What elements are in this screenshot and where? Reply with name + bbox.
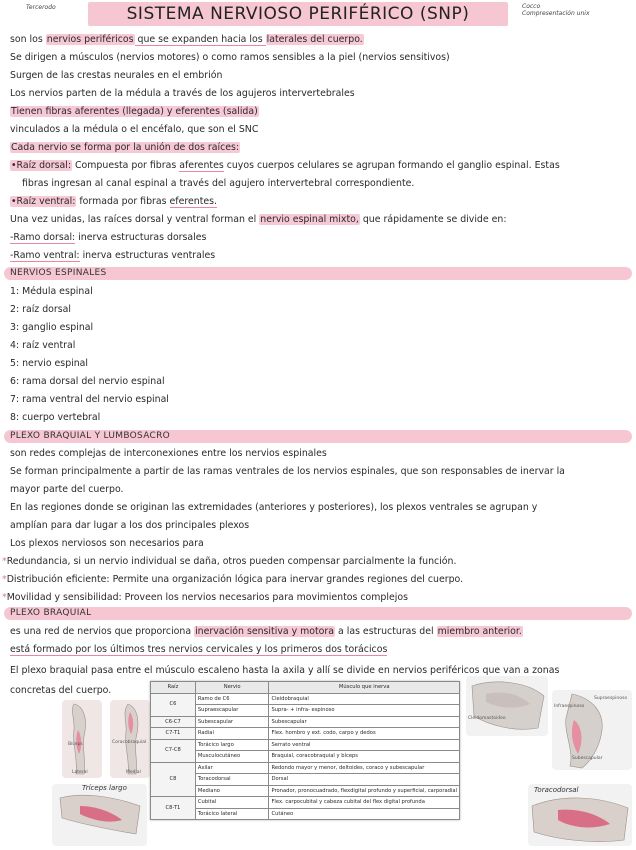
plexo-line-4: En las regiones donde se originan las extremidades (anteriores y posteriores), los plexos ventrales se agrupan y: [10, 502, 538, 513]
list-item: 5: nervio espinal: [10, 358, 89, 369]
list-item: 4: raíz ventral: [10, 340, 76, 351]
plexo-line-2: Se forman principalmente a partir de las ramas ventrales de los nervios espinales, que son responsables de inervar la: [10, 466, 565, 477]
star-icon: *: [2, 574, 7, 585]
table-row: Torácico lateral Cutáneo: [151, 808, 460, 820]
forelimb-medial-icon: [110, 700, 150, 778]
intro-line-9: fibras ingresan al canal espinal a través del agujero intervertebral correspondiente.: [22, 178, 415, 189]
pb-line-2: está formado por los últimos tres nervios cervicales y los primeros dos torácicos: [10, 644, 388, 655]
list-item: 8: cuerpo vertebral: [10, 412, 101, 423]
highlight-laterales: laterales del cuerpo.: [266, 34, 363, 45]
page-title: SISTEMA NERVIOSO PERIFÉRICO (SNP): [88, 2, 508, 26]
corner-note-right-2: Compresentación unix: [522, 10, 590, 17]
forelimb-lateral-icon: [62, 700, 102, 778]
list-item: 6: rama dorsal del nervio espinal: [10, 376, 165, 387]
intro-line-13: -Ramo ventral: inerva estructuras ventrales: [10, 250, 216, 261]
intro-line-3: Surgen de las crestas neurales en el embrión: [10, 70, 223, 81]
star-icon: *: [2, 556, 7, 567]
innervation-table: [150, 681, 460, 820]
table-row: C7-T1 Radial Flex. hombro y ext. codo, carpo y dedos: [151, 728, 460, 740]
table-header-row: [151, 682, 460, 694]
intro-line-4: Los nervios parten de la médula a través de los agujeros intervertebrales: [10, 88, 355, 99]
plexo-line-5: amplían para dar lugar a los dos principales plexos: [10, 520, 250, 531]
intro-line-8: •Raíz dorsal: Compuesta por fibras aferentes cuyos cuerpos celulares se agrupan formando el ganglio espinal. Estas: [11, 160, 560, 171]
forelimb-figure-medial: Coracobraquial Medial: [110, 700, 150, 778]
section-nervios-espinales: NERVIOS ESPINALES: [4, 267, 632, 280]
triceps-icon: [52, 784, 147, 846]
plexo-line-3: mayor parte del cuerpo.: [10, 484, 124, 495]
table-row: C6-C7 Subescapular Subescapular: [151, 716, 460, 728]
table-header-cell: Raíz: [151, 682, 196, 694]
table-row: Mediano Pronador, pronocuadrado, flexdigital profundo y superficial, carporadial: [151, 785, 460, 797]
section-plexo-braquial: PLEXO BRAQUIAL: [4, 607, 632, 620]
shoulder-muscle-icon: [466, 676, 548, 736]
bullet-item: *Movilidad y sensibilidad: Proveen los nervios necesarios para movimientos complejos: [2, 592, 408, 603]
pb-line-3: El plexo braquial pasa entre el músculo escaleno hasta la axila y allí se divide en nervios periféricos que van a zonas: [10, 665, 560, 676]
intro-line-2: Se dirigen a músculos (nervios motores) o como ramos sensibles a la piel (nervios sensitivos): [10, 52, 450, 63]
table-row: Musculocutáneo Braquial, coracobraquial y bíceps: [151, 751, 460, 763]
intro-line-10: •Raíz ventral: formada por fibras eferentes.: [11, 196, 218, 207]
table-header-cell: Músculo que inerva: [269, 682, 460, 694]
triceps-figure: Tríceps largo: [52, 784, 147, 846]
list-item: 2: raíz dorsal: [10, 304, 71, 315]
bullet-item: *Redundancia, si un nervio individual se daña, otros pueden compensar parcialmente la función.: [2, 556, 457, 567]
table-row: Supraescapular Supra- + infra- espinoso: [151, 705, 460, 717]
shoulder-figure-1: Cleidomastoideo: [466, 676, 548, 736]
pb-line-4: concretas del cuerpo.: [10, 685, 112, 696]
star-icon: *: [2, 592, 7, 603]
pb-line-1: es una red de nervios que proporciona inervación sensitiva y motora a las estructuras del miembro anterior.: [10, 626, 522, 637]
table-header-cell: Nervio: [195, 682, 269, 694]
intro-line-5: Tienen fibras aferentes (llegada) y eferentes (salida): [11, 106, 258, 117]
intro-line-1: son los nervios periféricos que se expanden hacia los laterales del cuerpo.: [10, 34, 363, 45]
corner-note-right-1: Cocco: [522, 3, 541, 10]
corner-note-left: Tercerodo: [26, 4, 56, 11]
table-row: C8-T1 Cubital Flex. carpocubital y cabeza cubital del flex digital profunda: [151, 797, 460, 809]
intro-line-12: -Ramo dorsal: inerva estructuras dorsales: [10, 232, 207, 243]
table-row: C7-C8 Torácico largo Serrato ventral: [151, 739, 460, 751]
list-item: 3: ganglio espinal: [10, 322, 94, 333]
table-row: C8 Axilar Redondo mayor y menor, deltoides, coraco y subescapular: [151, 762, 460, 774]
toracodorsal-figure: Toracodorsal: [528, 784, 632, 846]
highlight-nervios-perifericos: nervios periféricos: [46, 34, 134, 45]
table-row: Toracodorsal Dorsal: [151, 774, 460, 786]
corner-note-right: [522, 3, 590, 17]
plexo-line-6: Los plexos nerviosos son necesarios para: [10, 538, 204, 549]
intro-line-11: Una vez unidas, las raíces dorsal y ventral forman el nervio espinal mixto, que rápidamente se divide en:: [10, 214, 507, 225]
bullet-item: *Distribución eficiente: Permite una organización lógica para inervar grandes regiones del cuerpo.: [2, 574, 464, 585]
intro-line-6: vinculados a la médula o el encéfalo, que son el SNC: [10, 124, 259, 135]
list-item: 1: Médula espinal: [10, 286, 93, 297]
list-item: 7: rama ventral del nervio espinal: [10, 394, 169, 405]
shoulder-figure-2: Infraespinoso Supraespinoso Subescapular: [552, 690, 632, 770]
forelimb-figure-lateral: Bíceps Lateral: [62, 700, 102, 778]
intro-line-7: Cada nervio se forma por la unión de dos raíces:: [11, 142, 240, 153]
plexo-line-1: son redes complejas de interconexiones entre los nervios espinales: [10, 448, 327, 459]
section-plexo-braquial-lumbosacro: PLEXO BRAQUIAL Y LUMBOSACRO: [4, 430, 632, 443]
table-row: C6 Ramo de C6 Cleidobraquial: [151, 693, 460, 705]
